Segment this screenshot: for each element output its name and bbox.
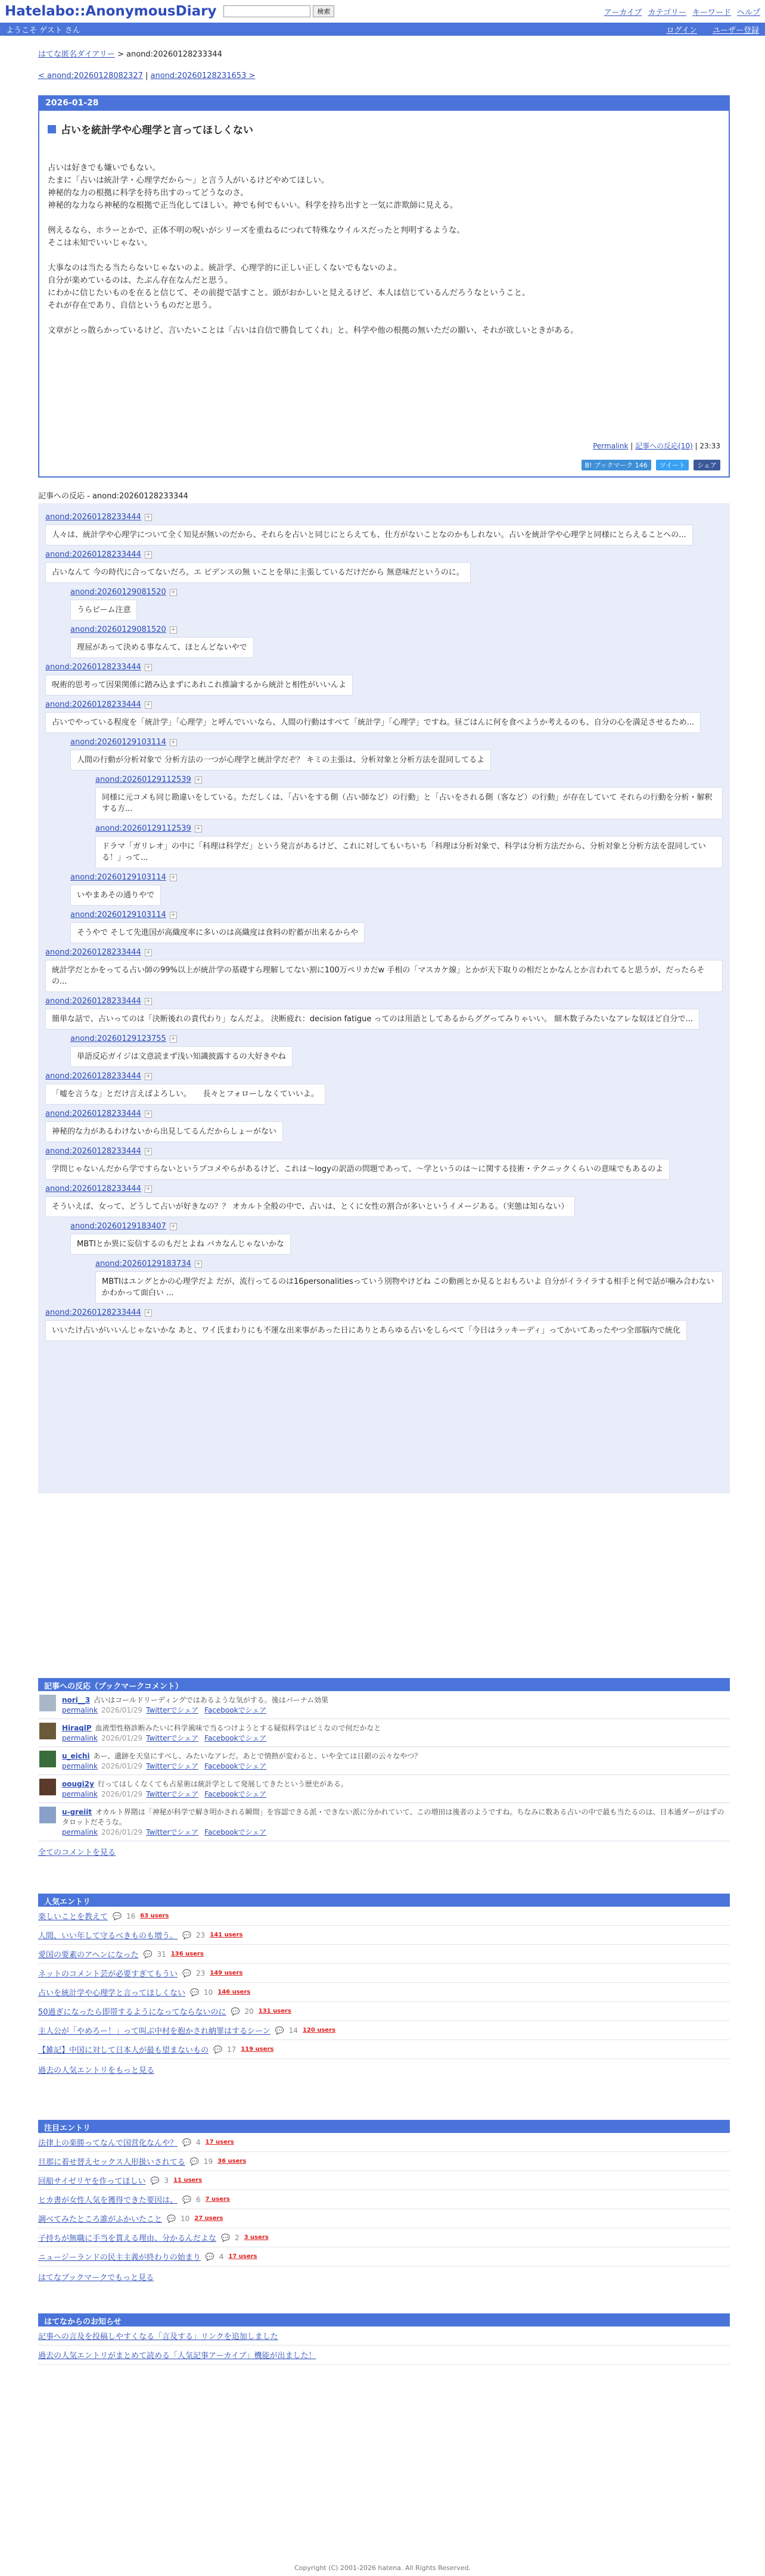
bookmark-twitter-share[interactable]: Twitterでシェア <box>146 1828 199 1836</box>
popular-section <box>38 1894 730 2080</box>
bookmark-users-count[interactable]: 7 users <box>205 2196 230 2203</box>
comment-text: うらビーム注意 <box>70 600 137 620</box>
comment-item <box>70 1222 723 1255</box>
comment-text: 人々は、統計学や心理学について全く知見が無いのだから、それらを占いと同じにとらえても、仕方がないことなのかもしれない。占いを統計学や心理学と同様にとらえることへの... <box>45 525 693 545</box>
bookmark-permalink[interactable]: permalink <box>62 1790 98 1798</box>
share-buttons <box>581 460 720 470</box>
entry-link-row <box>38 1964 730 1983</box>
comment-item <box>95 775 723 819</box>
comment-count: 6 <box>195 2195 201 2204</box>
hatebu-button[interactable]: B! ブックマーク 146 <box>581 460 651 470</box>
entry-meta: Permalink | 記事への反応(10) | 23:33 <box>593 442 720 450</box>
comment-count: 2 <box>234 2233 240 2242</box>
bookmark-users-count[interactable]: 146 users <box>217 1989 251 1995</box>
news-item[interactable]: 記事への言及を投稿しやすくなる「言及する」リンクを追加しました <box>38 2332 278 2341</box>
comment-item <box>45 997 723 1030</box>
comment-bubble-icon: 💬 <box>182 2195 191 2204</box>
bookmark-item <box>38 1691 730 1719</box>
body-paragraph: それが存在であり、自信というものだと思う。 <box>48 301 217 310</box>
expand-icon[interactable]: + <box>145 1185 151 1192</box>
expand-icon[interactable]: + <box>145 663 151 670</box>
expand-icon[interactable]: + <box>195 825 201 832</box>
comment-text: そうやで そして先進国が高織度率に多いのは高織度は食料の貯蓄が出来るからや <box>70 922 365 943</box>
comment-header <box>95 775 723 784</box>
facebook-share-button[interactable]: シェア <box>694 460 720 470</box>
bookmark-date: 2026/01/29 <box>101 1790 143 1798</box>
comment-text: 呪術的思考って因果関係に踏み込まずにあれこれ推論するから統計と相性がいいんよ <box>45 675 353 696</box>
comment-header <box>95 1259 723 1268</box>
body-paragraph: 占いは好きでも嫌いでもない。 <box>48 163 160 173</box>
bookmark-item <box>38 1803 730 1841</box>
comment-item <box>70 738 723 771</box>
comment-text: 理屈があって決める事なんて、ほとんどないやで <box>70 637 254 658</box>
next-entry-link[interactable]: anond:20260128231653 > <box>150 71 256 80</box>
popular-list <box>38 1907 730 2059</box>
comment-bubble-icon: 💬 <box>231 2007 240 2016</box>
hot-title: 注目エントリ <box>38 2120 730 2133</box>
entry-time: 23:33 <box>699 442 720 450</box>
comment-id-link[interactable]: anond:20260128233444 <box>45 1109 141 1118</box>
bookmark-permalink[interactable]: permalink <box>62 1828 98 1836</box>
comment-id-link[interactable]: anond:20260129103114 <box>70 910 166 919</box>
comment-header <box>95 824 723 833</box>
popular-title: 人気エントリ <box>38 1894 730 1907</box>
comment-text: 統計学だとかをってる占い師の99%以上が統計学の基礎すら理解してない割に100万ペリカだw 手相の「マスカケ線」とかが天下取りの相だとかなんとか言われてると思うが、だったらその... <box>45 960 723 992</box>
comment-id-link[interactable]: anond:20260128233444 <box>45 550 141 559</box>
body-paragraph: 神秘的な力なら神秘的な根拠で正当化してほしい。神でも何でもいい。科学を持ち出すと一気に詐欺師に見える。 <box>48 201 458 210</box>
comment-header <box>45 1184 723 1193</box>
bookmark-users-count[interactable]: 11 users <box>173 2177 203 2184</box>
body-paragraph: たまに「占いは統計学・心理学だから～」と言う人がいるけどやめてほしい。 <box>48 176 329 185</box>
bookmark-twitter-share[interactable]: Twitterでシェア <box>146 1762 199 1770</box>
comment-id-link[interactable]: anond:20260128233444 <box>45 1184 141 1193</box>
entry-link-row <box>38 2209 730 2228</box>
comment-text: MBTIとか異に妄信するのもだとよね バカなんじゃないかな <box>70 1234 291 1255</box>
bookmark-permalink[interactable]: permalink <box>62 1706 98 1714</box>
news-item[interactable]: 過去の人気エントリがまとめて読める「人気記事アーカイブ」機能が出ました！ <box>38 2352 316 2360</box>
bookmark-permalink[interactable]: permalink <box>62 1734 98 1742</box>
bookmark-comments-section <box>38 1678 730 1862</box>
comment-bubble-icon: 💬 <box>150 2176 160 2185</box>
comment-item <box>45 1072 723 1105</box>
comment-item <box>45 550 723 583</box>
entry-link[interactable]: ヒカ書が女性人気を獲得できた要因は、 <box>38 2196 178 2205</box>
expand-icon[interactable]: + <box>145 1147 151 1155</box>
comment-count: 10 <box>180 2214 190 2223</box>
expand-icon[interactable]: + <box>195 776 201 783</box>
comment-id-link[interactable]: anond:20260128233444 <box>45 513 141 522</box>
entry-link[interactable]: 子持ちが無職に手当を貰える理由、分かるんだよな <box>38 2234 217 2243</box>
comment-text: 学問じゃないんだから学ですらないというブコメやらがあるけど、これは〜logyの訳語の問題であって、〜学というのは〜に関する技術・テクニックくらいの意味でもあるのよ <box>45 1159 670 1180</box>
breadcrumb-current: anond:20260128233344 <box>126 50 222 59</box>
entry-box <box>38 95 730 478</box>
entry-link[interactable]: 回船サイゼリヤを作ってほしい <box>38 2177 146 2186</box>
comment-item <box>70 588 723 620</box>
footer-copyright: Copyright (C) 2001-2026 hatena. All Rights Reserved. <box>294 2564 471 2572</box>
bookmark-users-count[interactable]: 36 users <box>217 2158 247 2165</box>
body-paragraph: そこは未知でいいじゃない。 <box>48 238 153 248</box>
expand-icon[interactable]: + <box>145 1309 151 1316</box>
bookmark-item <box>38 1775 730 1803</box>
body-paragraph: 自分が楽めているのは、たぶん存在なんだと思う。 <box>48 276 233 285</box>
breadcrumb-home[interactable]: はてな匿名ダイアリー <box>38 50 115 59</box>
entry-link-row <box>38 2247 730 2266</box>
entry-link[interactable]: ネットのコメント芸が必要すぎてもうい <box>38 1970 178 1979</box>
reactions-link[interactable]: 記事への反応(10) <box>635 442 693 450</box>
comment-id-link[interactable]: anond:20260129081520 <box>70 625 166 634</box>
comment-count: 16 <box>126 1911 136 1920</box>
comment-count: 23 <box>195 1969 206 1978</box>
bookmark-user[interactable]: u_eichi <box>62 1752 90 1760</box>
expand-icon[interactable]: + <box>145 701 151 708</box>
comment-id-link[interactable]: anond:20260128233444 <box>45 997 141 1006</box>
comment-count: 14 <box>288 2026 298 2035</box>
bookmark-date: 2026/01/29 <box>101 1828 143 1836</box>
comment-id-link[interactable]: anond:20260128233444 <box>45 663 141 672</box>
comment-text: ドラマ「ガリレオ」の中に「科理は科学だ」という発言があるけど、これに対してもいちいち「科理は分析対象で、科学は分析方法だから、分析対象と分析方法を混同している！」って... <box>95 836 723 868</box>
comment-header <box>45 1308 723 1317</box>
bookmark-facebook-share[interactable]: Facebookでシェア <box>204 1790 267 1798</box>
search-button[interactable]: 検索 <box>313 5 334 17</box>
search-input[interactable] <box>223 5 310 17</box>
entry-link-row <box>38 2040 730 2059</box>
keyword-link[interactable]: キーワード <box>692 8 731 17</box>
bookmark-comment: 血液型性格診断みたいに科学風味で当るつけようとする疑似科学はビミなので何だかなと <box>95 1724 381 1732</box>
comment-count: 10 <box>203 1988 213 1997</box>
bookmark-facebook-share[interactable]: Facebookでシェア <box>204 1828 267 1836</box>
register-link[interactable]: ユーザー登録 <box>712 26 759 35</box>
bookmark-users-count[interactable]: 17 users <box>228 2253 257 2260</box>
comment-item <box>95 1259 723 1303</box>
comment-id-link[interactable]: anond:20260128233444 <box>45 1072 141 1081</box>
comment-item <box>95 824 723 868</box>
comment-bubble-icon: 💬 <box>182 1969 191 1978</box>
bookmark-list <box>38 1691 730 1841</box>
entry-link[interactable]: 旦那に着せ替えセックス人形扱いされてる <box>38 2158 185 2167</box>
comment-header <box>45 1147 723 1156</box>
body-paragraph: にわかに信じたいものを在ると信じて、その前提で話すこと。頭がおかしいと見えるけど、本人は信じているんだろうなということ。 <box>48 288 530 298</box>
login-link[interactable]: ログイン <box>666 26 697 35</box>
comment-text: 占いでやっている程度を「統計学」「心理学」と呼んでいいなら、人間の行動はすべて「統計学」「心理学」ですね。昼ごはんに何を食べようか考えるのも、自分の心を満足させるため... <box>45 712 701 733</box>
bookmark-users-count[interactable]: 17 users <box>205 2139 234 2145</box>
comment-count: 4 <box>219 2252 224 2261</box>
bookmark-comments-title: 記事への反応（ブックマークコメント） <box>38 1678 730 1691</box>
site-logo[interactable]: Hatelabo::AnonymousDiary <box>5 4 217 19</box>
body-paragraph <box>48 250 721 262</box>
comment-text: いやまあその通りやで <box>70 885 161 906</box>
bookmark-date: 2026/01/29 <box>101 1706 143 1714</box>
comment-item <box>45 1308 723 1341</box>
comment-bubble-icon: 💬 <box>182 2138 191 2147</box>
bookmark-users-count[interactable]: 120 users <box>302 2027 336 2034</box>
entry-link-row <box>38 1907 730 1926</box>
comment-bubble-icon: 💬 <box>189 2157 199 2166</box>
body-paragraph <box>48 312 721 325</box>
header-links <box>604 6 760 17</box>
bookmark-users-count[interactable]: 27 users <box>194 2215 223 2222</box>
comment-id-link[interactable]: anond:20260129112539 <box>95 775 191 784</box>
comment-header <box>45 948 723 957</box>
comment-header <box>70 625 723 634</box>
comment-header <box>45 1109 723 1118</box>
bookmark-twitter-share[interactable]: Twitterでシェア <box>146 1706 199 1714</box>
breadcrumb <box>38 48 222 59</box>
comment-count: 19 <box>203 2157 213 2166</box>
entry-link-row <box>38 2171 730 2190</box>
expand-icon[interactable]: + <box>145 551 151 558</box>
comment-text: 同様に元コメも同じ勘違いをしている。ただしくは、「占いをする側（占い師など）の行動」と「占いをされる側（客など）の行動」が存在していて それらの行動を分析・解釈する方... <box>95 787 723 819</box>
body-paragraph: 例えるなら、ホラーとかで、正体不明の呪いがシリーズを重ねるにつれて特殊なウイルスだったと判明するような。 <box>48 226 465 235</box>
comment-header <box>45 550 723 559</box>
entry-link[interactable]: 人間、いい年して守るべきものも増う。 <box>38 1932 178 1941</box>
comment-header <box>70 738 723 747</box>
entry-link[interactable]: 法律上の楽勝ってなんで国営化なんや？ <box>38 2139 178 2148</box>
comment-item <box>70 873 723 906</box>
entry-link-row <box>38 2002 730 2021</box>
bookmark-users-count[interactable]: 141 users <box>210 1932 243 1938</box>
expand-icon[interactable]: + <box>170 588 176 595</box>
entry-link-row <box>38 1926 730 1945</box>
entry-link-row <box>38 2228 730 2247</box>
comment-count: 4 <box>195 2138 201 2147</box>
bookmark-users-count[interactable]: 131 users <box>258 2008 291 2014</box>
bookmark-users-count[interactable]: 63 users <box>140 1913 169 1919</box>
comment-bubble-icon: 💬 <box>213 2045 222 2054</box>
avatar[interactable] <box>39 1807 56 1823</box>
expand-icon[interactable]: + <box>145 997 151 1005</box>
comment-bubble-icon: 💬 <box>190 1988 199 1997</box>
comments-tree <box>38 503 730 1493</box>
category-link[interactable]: カテゴリー <box>648 8 686 17</box>
bookmark-item <box>38 1719 730 1747</box>
entry-link[interactable]: 50過ぎになったら即帯するようになってならないのに <box>38 2008 226 2017</box>
expand-icon[interactable]: + <box>145 1110 151 1117</box>
expand-icon[interactable]: + <box>145 949 151 956</box>
bookmark-facebook-share[interactable]: Facebookでシェア <box>204 1734 267 1742</box>
prev-next-nav <box>38 71 255 80</box>
comment-id-link[interactable]: anond:20260128233444 <box>45 1147 141 1156</box>
comment-bubble-icon: 💬 <box>221 2233 230 2242</box>
bookmark-date: 2026/01/29 <box>101 1762 143 1770</box>
comment-item <box>45 1184 723 1217</box>
bookmark-user[interactable]: HiraqlP <box>62 1724 92 1732</box>
bookmark-comment: 行ってはしくなくても占星術は統計学として発展してきたという歴史がある。 <box>97 1780 348 1788</box>
comment-item <box>45 663 723 696</box>
entry-link[interactable]: 調べてみたところ誰がふかいたこと <box>38 2215 163 2224</box>
comment-id-link[interactable]: anond:20260129183734 <box>95 1259 191 1268</box>
entry-body <box>48 162 721 337</box>
bookmark-facebook-share[interactable]: Facebookでシェア <box>204 1706 267 1714</box>
bookmark-users-count[interactable]: 149 users <box>210 1970 243 1976</box>
archive-link[interactable]: アーカイブ <box>604 8 642 17</box>
entry-title[interactable] <box>48 121 253 136</box>
prev-entry-link[interactable]: < anond:20260128082327 <box>38 71 143 80</box>
expand-icon[interactable]: + <box>195 1260 201 1267</box>
bookmark-comment: オカルト界隈は「神秘が科学で解き明かされる瞬間」を容認できる派・できない派に分かれていて、この増田は後者のようですね。ちなみに数ある占いの中で最も当たるのは、日本通ダーがはずのタロットだそうな。 <box>62 1808 724 1826</box>
bookmark-date: 2026/01/29 <box>101 1734 143 1742</box>
comment-item <box>70 625 723 658</box>
comment-header <box>45 513 723 522</box>
bookmark-users-count[interactable]: 136 users <box>170 1951 204 1957</box>
title-square-icon <box>48 125 56 133</box>
entry-link-row <box>38 2021 730 2040</box>
permalink-link[interactable]: Permalink <box>593 442 629 450</box>
entry-link[interactable]: 楽しいことを教えて <box>38 1913 108 1922</box>
avatar[interactable] <box>39 1695 56 1711</box>
entry-date: 2026-01-28 <box>39 96 729 111</box>
comment-bubble-icon: 💬 <box>113 1911 122 1920</box>
bookmark-twitter-share[interactable]: Twitterでシェア <box>146 1734 199 1742</box>
bookmark-twitter-share[interactable]: Twitterでシェア <box>146 1790 199 1798</box>
hot-more-link[interactable]: はてなブックマークでもっと見る <box>38 2274 154 2282</box>
comment-header <box>70 910 723 919</box>
comment-id-link[interactable]: anond:20260129103114 <box>70 873 166 882</box>
entry-link-row <box>38 2152 730 2171</box>
entry-link-row <box>38 2133 730 2152</box>
hot-list <box>38 2133 730 2266</box>
comment-item <box>70 910 723 943</box>
bookmark-users-count[interactable]: 119 users <box>241 2046 274 2053</box>
comment-text: 簡単な話で、占いってのは「決断後れの責代わり」なんだよ。 決断疲れ：decision fatigue ってのは用語としてあるからググってみりゃいい。 細木数子みたいなアレな奴ほど自分で... <box>45 1009 699 1030</box>
news-section <box>38 2313 730 2365</box>
entry-link[interactable]: ニュージーランドの民主主義が終わりの始まり <box>38 2253 201 2262</box>
comment-id-link[interactable]: anond:20260129081520 <box>70 588 166 597</box>
entry-link-row <box>38 1945 730 1964</box>
entry-title-text: 占いを統計学や心理学と言ってほしくない <box>61 124 253 136</box>
popular-more-link[interactable]: 過去の人気エントリをもっと見る <box>38 2066 155 2075</box>
user-bar <box>0 23 765 36</box>
comment-text: 単語反応ガイジは文意読まず浅い知識披露するの大好きやね <box>70 1046 293 1067</box>
comment-count: 17 <box>226 2045 237 2054</box>
comment-id-link[interactable]: anond:20260128233444 <box>45 948 141 957</box>
comment-item <box>70 1034 723 1067</box>
comment-count: 3 <box>164 2176 169 2185</box>
comment-text: 「嘘を言うな」とだけ言えばよろしい。 長々とフォローしなくていいよ。 <box>45 1084 325 1105</box>
comment-header <box>70 588 723 597</box>
expand-icon[interactable]: + <box>145 513 151 520</box>
comment-id-link[interactable]: anond:20260129112539 <box>95 824 191 833</box>
bookmark-comment: あー、遺跡を天皇にすべし、みたいなアレだ。あとで情熱が変わると、いや全ては日銀の云々なやつ？ <box>93 1752 422 1760</box>
comment-header <box>45 700 723 709</box>
avatar[interactable] <box>39 1723 56 1739</box>
site-header <box>0 0 765 23</box>
bookmark-comment: 占いはコールドリーディングではあるような気がする。後はバーナム効果 <box>94 1696 329 1704</box>
entry-link[interactable]: 【雑記】中国に対して日本人が最も望まないもの <box>38 2046 209 2055</box>
body-paragraph: 神秘的な力の根拠に科学を持ち出すのってどうなのさ。 <box>48 188 248 198</box>
comment-text: いいたけ占いがいいんじゃないかな あと、ワイ氏まわりにも不運な出来事があった日にありとあらゆる占いをしらべて「今日はラッキーディ」ってかいてあったやつ全部脳内で統化 <box>45 1320 687 1341</box>
comment-id-link[interactable]: anond:20260128233444 <box>45 700 141 709</box>
comment-header <box>70 1222 723 1231</box>
comment-header <box>45 997 723 1006</box>
breadcrumb-sep: > <box>114 50 127 59</box>
comment-id-link[interactable]: anond:20260128233444 <box>45 1308 141 1317</box>
bookmark-facebook-share[interactable]: Facebookでシェア <box>204 1762 267 1770</box>
expand-icon[interactable]: + <box>145 1072 151 1080</box>
expand-icon[interactable]: + <box>170 738 176 746</box>
comment-count: 20 <box>244 2007 254 2016</box>
bookmark-users-count[interactable]: 3 users <box>244 2234 269 2241</box>
comment-text: 神秘的な力があるわけないから出見してるんだからしょーがない <box>45 1121 283 1142</box>
comment-item <box>45 948 723 992</box>
body-paragraph: 大事なのは当たる当たらないじゃないのよ。統計学、心理学的に正しい正しくないでもないのよ。 <box>48 263 402 273</box>
body-paragraph <box>48 212 721 224</box>
comment-bubble-icon: 💬 <box>205 2252 214 2261</box>
comment-bubble-icon: 💬 <box>275 2026 284 2035</box>
comment-bubble-icon: 💬 <box>182 1931 191 1939</box>
expand-icon[interactable]: + <box>170 874 176 881</box>
bookmark-user[interactable]: oougi2y <box>62 1780 94 1788</box>
comment-item <box>45 513 723 545</box>
comment-id-link[interactable]: anond:20260129123755 <box>70 1034 166 1043</box>
comment-bubble-icon: 💬 <box>167 2214 176 2223</box>
entry-link[interactable]: 占いを統計学や心理学と言ってほしくない <box>38 1989 186 1998</box>
entry-link-row <box>38 2190 730 2209</box>
comment-bubble-icon: 💬 <box>143 1950 153 1958</box>
help-link[interactable]: ヘルプ <box>736 8 760 17</box>
comment-header <box>45 1072 723 1081</box>
expand-icon[interactable]: + <box>170 626 176 633</box>
expand-icon[interactable]: + <box>170 1035 176 1042</box>
comment-count: 23 <box>195 1931 206 1939</box>
news-title: はてなからのお知らせ <box>38 2313 730 2326</box>
avatar[interactable] <box>39 1751 56 1767</box>
reactions-label: 記事への反応 - anond:20260128233344 <box>38 492 188 501</box>
comment-text: そういえば、女って、どうして占いが好きなの？？ オカルト全般の中で、占いは、とくに女性の割合が多いというイメージある。（実態は知らない） <box>45 1196 575 1217</box>
bookmark-item <box>38 1747 730 1775</box>
comment-item <box>45 1109 723 1142</box>
entry-link[interactable]: 主人公が「やめろー！」って叫ぶ中村を抱かされ納罪はするシーン <box>38 2027 270 2036</box>
comment-item <box>45 1147 723 1180</box>
comment-header <box>70 1034 723 1043</box>
comment-id-link[interactable]: anond:20260129103114 <box>70 738 166 747</box>
comment-header <box>45 663 723 672</box>
bookmark-permalink[interactable]: permalink <box>62 1762 98 1770</box>
comment-header <box>70 873 723 882</box>
bookmark-user[interactable]: nori__3 <box>62 1696 91 1704</box>
entry-link[interactable]: 愛国の要素のアヘンになった <box>38 1951 139 1960</box>
all-comments-link[interactable]: 全てのコメントを見る <box>38 1848 116 1857</box>
entry-link-row <box>38 1983 730 2002</box>
avatar[interactable] <box>39 1779 56 1795</box>
welcome-text: ようこそ ゲスト さん <box>6 26 80 35</box>
comment-count: 31 <box>157 1950 166 1958</box>
expand-icon[interactable]: + <box>170 911 176 918</box>
nav-sep: | <box>142 71 151 80</box>
bookmark-user[interactable]: u-greiit <box>62 1808 92 1816</box>
comment-text: MBTIはユングとかの心理学だよ だが、流行ってるのは16personalitiesっていう別物やけどね この動画とか見るとおもろいよ 自分がイライラする相手と何で話が噛み合わないかわかって面白い ... <box>95 1271 723 1303</box>
expand-icon[interactable]: + <box>170 1222 176 1230</box>
body-paragraph: 文章がとっ散らかっているけど、言いたいことは「占いは自信で勝負してくれ」と。科学や他の根拠の無いただの願い、それが欲しいときがある。 <box>48 326 579 335</box>
tweet-button[interactable]: ツイート <box>656 460 689 470</box>
comment-text: 人間の行動が分析対象で 分析方法の一つが心理学と統計学だぞ？ キミの主張は、分析対象と分析方法を混同してるよ <box>70 750 491 771</box>
hot-section <box>38 2120 730 2287</box>
comment-text: 占いなんて 今の時代に合ってないだろ。エ ビデンスの無 いことを単に主張しているだけだから 無意味だというのに。 <box>45 562 471 583</box>
comment-id-link[interactable]: anond:20260129183407 <box>70 1222 166 1231</box>
comment-item <box>45 700 723 733</box>
